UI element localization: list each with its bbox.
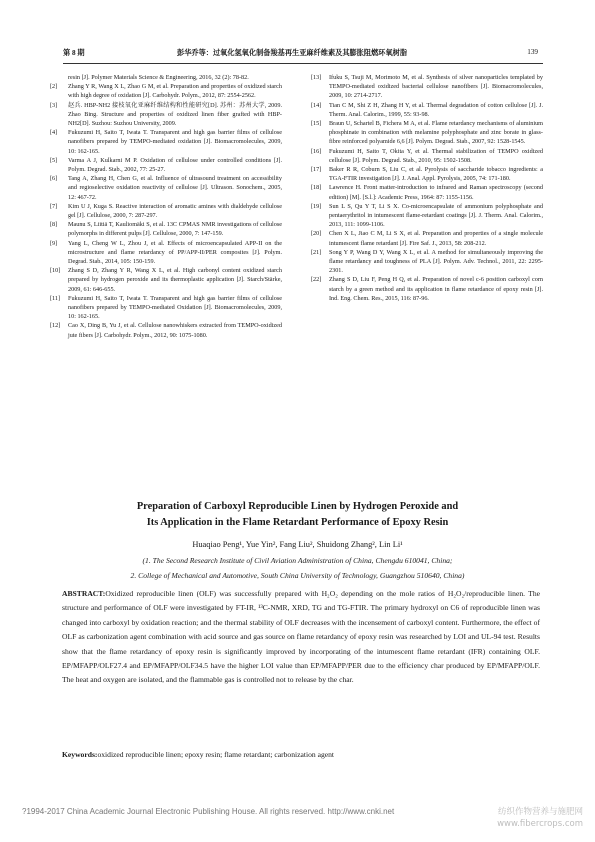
reference-item	[50, 220, 282, 238]
reference-item	[50, 294, 282, 322]
reference-item	[50, 156, 282, 174]
reference-item	[50, 82, 282, 100]
reference-item	[50, 266, 282, 294]
watermark-url: www.fibercrops.com	[497, 819, 583, 829]
reference-text: Tian C M, Shi Z H, Zhang H Y, et al. Thermal degradation of cotton cellulose [J]. J. Therm. Anal. Calorim., 1999, 55: 93-98.	[329, 101, 543, 118]
reference-item	[50, 239, 282, 267]
reference-number: [8]	[50, 221, 58, 229]
keywords-text: oxidized reproducible linen; epoxy resin; flame retardant; carbonization agent	[97, 750, 335, 759]
watermark-chinese: 纺织作物营养与施肥网	[497, 807, 583, 817]
reference-number: [4]	[50, 129, 58, 137]
reference-text: Baker R R, Coburn S, Liu C, et al. Pyrolysis of saccharide tobacco ingredients: a TGA-FTIR investigation [J]. J. Anal. Appl. Pyrolysis, 2005, 74: 171-180.	[329, 166, 543, 183]
reference-item	[50, 101, 282, 129]
reference-text: Lawrence H. Front matter-introduction to infrared and Raman spectroscopy (second edition) [M]. [S.l.]: Academic Press, 1964: 87: 1155-1156.	[329, 184, 543, 201]
reference-number: [17]	[311, 166, 322, 174]
reference-text: resin [J]. Polymer Materials Science & Engineering, 2016, 32 (2): 78-82.	[68, 74, 249, 81]
reference-text: Kim U J, Kuga S. Reactive interaction of aromatic amines with dialdehyde cellulose gel [J]. Cellulose, 2000, 7: 287-297.	[68, 202, 282, 220]
reference-text: Zhang Y R, Wang X L, Zhao G M, et al. Preparation and properties of oxidized starch with high degree of oxidation [J]. Carbohydr. Polym., 2012, 87: 2554-2562.	[68, 83, 282, 100]
reference-item	[311, 202, 543, 230]
reference-number: [12]	[50, 322, 61, 330]
keywords-label: Keywords:	[62, 750, 98, 759]
reference-item	[50, 174, 282, 202]
reference-text: Fukuzumi H, Saito T, Iwata T. Transparent and high gas barrier films of cellulose nanofibers prepared by TEMPO-mediated oxidation [J]. Biomacromolecules, 2009, 10: 162-165.	[68, 129, 282, 155]
reference-item	[50, 321, 282, 339]
reference-text: Zhang S D, Zhang Y R, Wang X L, et al. High carbonyl content oxidized starch prepared by hydrogen peroxide and its thermoplastic application [J]. Starch/Stärke, 2009, 61: 646-655.	[68, 267, 282, 293]
header-rule	[63, 63, 543, 64]
reference-text: Braun U, Schartel B, Fichera M A, et al. Flame retardancy mechanisms of aluminium phosphinate in combination with melamine polyphosphate and zinc borate in glass-fibre reinforced polyamide 6,6 [J]. Polym. Degrad. Stab., 2007, 92: 1528-1545.	[329, 120, 543, 146]
reference-item	[311, 183, 543, 201]
reference-text: Chen X L, Jiao C M, Li S X, et al. Preparation and properties of a single molecule intumescent flame retardant [J]. Fire Saf. J., 2013, 58: 208-212.	[329, 230, 543, 247]
references-right-column	[311, 73, 543, 303]
reference-item	[50, 202, 282, 220]
reference-text: Song Y P, Wang D Y, Wang X L, et al. A method for simultaneously improving the flame retardancy and toughness of PLA [J]. Polym. Adv. Technol., 2011, 22: 2295-2301.	[329, 248, 543, 275]
reference-number: [16]	[311, 147, 322, 155]
reference-number: [22]	[311, 276, 322, 284]
page-number: 139	[527, 48, 538, 56]
english-title-line-2: Its Application in the Flame Retardant Performance of Epoxy Resin	[146, 517, 449, 528]
running-title: 彭华乔等：过氧化氢氧化制备羧基再生亚麻纤维素及其膨胀阻燃环氧树脂	[177, 49, 408, 57]
reference-text: Maunu S, Liitiä T, Kauliomäki S, et al. 13C CPMAS NMR investigations of cellulose polymorphs in different pulps [J]. Cellulose, 2000, 7: 147-159.	[68, 221, 282, 238]
reference-number: [20]	[311, 230, 322, 238]
reference-number: [15]	[311, 120, 322, 128]
reference-item	[311, 147, 543, 165]
reference-item	[311, 101, 543, 119]
reference-number: [3]	[50, 101, 58, 109]
abstract	[62, 587, 540, 688]
reference-number: [13]	[311, 74, 322, 81]
reference-item	[311, 275, 543, 303]
affiliation-1: (1. The Second Research Institute of Civil Aviation Administration of China, Chengdu 610041, China;	[142, 556, 453, 565]
reference-text: Varma A J, Kulkarni M P. Oxidation of cellulose under controlled conditions [J]. Polym. Degrad. Stab., 2002, 77: 25-27.	[68, 156, 282, 174]
running-header	[63, 45, 538, 61]
issue-number: 第 8 期	[63, 49, 85, 57]
reference-item	[311, 248, 543, 276]
reference-item	[311, 165, 543, 183]
reference-number: [11]	[50, 294, 61, 302]
reference-text: Cao X, Ding B, Yu J, et al. Cellulose nanowhiskers extracted from TEMPO-oxidized jute fibers [J]. Carbohydr. Polym., 2012, 90: 1075-1080.	[68, 322, 282, 339]
abstract-label: ABSTRACT:	[62, 589, 106, 598]
reference-text: Zhang S D, Liu F, Peng H Q, et al. Preparation of novel c-6 position carboxyl corn starch by a green method and its application in flame retardance of epoxy resin [J]. Ind. Eng. Chem. Res., 2015, 116: 87-96.	[329, 276, 543, 302]
reference-text: Tang A, Zhang H, Chen G, et al. Influence of ultrasound treatment on accessibility and regioselective oxidation reactivity of cellulose [J]. Ultrason. Sonochem., 2005, 12: 467-72.	[68, 175, 282, 201]
reference-item	[311, 119, 543, 147]
copyright-text: ?1994-2017 China Academic Journal Electronic Publishing House. All rights reserved.	[22, 807, 326, 816]
watermark	[497, 806, 583, 830]
reference-number: [14]	[311, 101, 322, 109]
reference-item	[50, 73, 282, 82]
reference-number: [10]	[50, 267, 61, 275]
reference-text: Sun L S, Qu Y T, Li S X. Co-microencapsulate of ammonium polyphosphate and pentaerythritol in intumescent flame-retardant coatings [J]. J. Therm. Anal. Calorim., 2013, 111: 1099-1106.	[329, 202, 543, 229]
reference-item	[50, 128, 282, 156]
reference-text: Fukuzumi H, Saito T, Iwata T. Transparent and high gas barrier films of cellulose nanofibers prepared by TEMPO-mediated Oxidation [J]. Biomacromolecules, 2009, 10: 162-165.	[68, 294, 282, 321]
reference-item	[311, 229, 543, 247]
cnki-link[interactable]: http://www.cnki.net	[327, 807, 395, 816]
authors: Huaqiao Peng¹, Yue Yin², Fang Liu², Shuidong Zhang², Lin Li¹	[192, 540, 403, 549]
reference-text: Ifuku S, Tsuji M, Morimoto M, et al. Synthesis of silver nanoparticles templated by TEMPO-mediated oxidized bacterial cellulose nanofibers [J]. Biomacromolecules, 2009, 10: 2714-2717.	[329, 74, 543, 100]
reference-item	[311, 73, 543, 101]
keywords	[62, 748, 540, 762]
english-title-line-1: Preparation of Carboxyl Reproducible Linen by Hydrogen Peroxide and	[136, 501, 459, 512]
reference-number: [6]	[50, 175, 58, 183]
reference-number: [19]	[311, 202, 322, 210]
reference-text: 赵兵. HBP-NH2 接枝氧化亚麻纤维结构和性能研究[D]. 苏州：苏州大学, 2009. Zhao Bing. Structure and properties of oxidized linen fiber grafted with HBP-NH2[D]. Suzhou: Suzhou University, 2009.	[68, 101, 282, 128]
affiliation-2: 2. College of Mechanical and Automotive, South China University of Technology, Guangzhou 510640, China)	[130, 571, 465, 580]
reference-text: Fukuzumi H, Saito T, Okita Y, et al. Thermal stabilization of TEMPO oxidized cellulose [J]. Polym. Degrad. Stab., 2010, 95: 1502-1508.	[329, 147, 543, 164]
reference-number: [5]	[50, 156, 58, 164]
reference-number: [18]	[311, 184, 322, 192]
reference-number: [7]	[50, 202, 58, 210]
reference-number: [9]	[50, 239, 58, 247]
references-left-column	[50, 73, 282, 340]
reference-number: [2]	[50, 83, 58, 91]
abstract-text: Oxidized reproducible linen (OLF) was successfully prepared with H₂O₂ depending on the mole ratios of H₂O₂/reproducible linen. The structure and performance of OLF were investigated by FT-IR, ¹³C-NMR, XRD, TG and TG-FTIR. The primary hydroxyl on C6 of reproducible linen was changed into carboxyl by oxidation reaction; and the thermal stability of OLF decreases with the incensement of carboxyl content. Furthermore, the effect of OLF as carbonization agent combination with acid source and gas source on flame retardancy of epoxy resin was researched by LOI and UL-94 test. Results show that the flame retardancy of epoxy resin is significantly improved by incorporating of the intumescent flame retardant (IFR) containing OLF. EP/MFAPP/OLF27.4 and EP/MFAPP/OLF34.5 have the higher LOI value than EP/MFAPP/PER due to the efficiency char produced by EP/MFAPP/OLF. The heat and oxygen are isolated, and the flammable gas is controlled not to release by the char.	[62, 589, 540, 685]
reference-number: [21]	[311, 248, 322, 256]
reference-text: Yang L, Cheng W L, Zhou J, et al. Effects of microencapsulated APP-II on the microstructure and flame retardancy of PP/APP-II/PER composites [J]. Polym. Degrad. Stab., 2014, 105: 150-159.	[68, 239, 282, 266]
